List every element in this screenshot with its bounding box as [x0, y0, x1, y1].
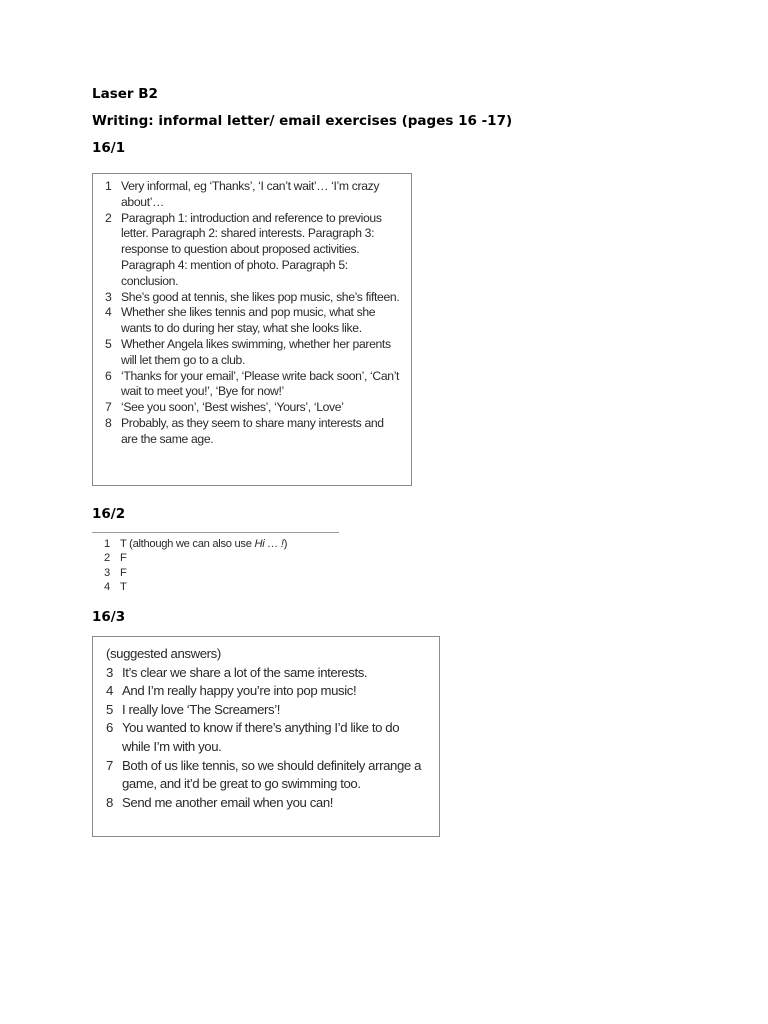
item-text-italic: Hi … !: [254, 538, 284, 550]
item-text: She’s good at tennis, she likes pop music, she’s fifteen.: [121, 289, 400, 304]
item-text: You wanted to know if there’s anything I’d like to do while I’m with you.: [122, 720, 400, 754]
item-number: 4: [106, 683, 113, 699]
item-text: Whether she likes tennis and pop music, what she wants to do during her stay, what she looks like.: [121, 305, 376, 336]
answer-item: [106, 664, 429, 683]
answer-item: [106, 701, 429, 720]
item-number: 3: [106, 664, 113, 680]
answer-box-16-1: [92, 173, 412, 486]
answer-item: [105, 179, 401, 211]
item-number: 5: [106, 701, 113, 717]
answer-item: [105, 290, 401, 306]
item-number: 2: [105, 210, 112, 225]
item-text: F: [120, 566, 127, 579]
answer-item: [106, 682, 429, 701]
item-number: 8: [106, 794, 113, 810]
section-heading-16-3: 16/3: [92, 609, 126, 625]
item-text: F: [120, 552, 127, 565]
answer-list-16-3: [106, 664, 429, 813]
item-number: 2: [104, 552, 110, 565]
document-subtitle: Writing: informal letter/ email exercises (pages 16 -17): [92, 113, 513, 129]
answer-item: [106, 794, 429, 813]
answer-item: [104, 537, 333, 551]
answer-list-16-1: [105, 179, 401, 448]
item-number: 6: [106, 720, 113, 736]
item-number: 3: [105, 289, 112, 304]
item-text: ‘Thanks for your email’, ‘Please write back soon’, ‘Can’t wait to meet you!’, ‘Bye for now!’: [121, 368, 400, 399]
answer-list-16-2: [104, 537, 333, 595]
answer-item: [104, 551, 333, 565]
item-number: 6: [105, 368, 112, 383]
answer-item: [104, 580, 333, 594]
item-text: It’s clear we share a lot of the same interests.: [122, 664, 368, 680]
item-number: 1: [104, 538, 110, 550]
answer-box-16-3: [92, 636, 440, 837]
answer-item: [104, 566, 333, 580]
document-title: Laser B2: [92, 86, 158, 102]
answer-item: [105, 211, 401, 290]
answer-item: [105, 337, 401, 369]
suggested-answers-note: (suggested answers): [106, 646, 221, 661]
item-text-part: T (although we can also use: [120, 538, 255, 550]
item-number: 4: [105, 305, 112, 320]
answer-item: [105, 400, 401, 416]
item-text: And I’m really happy you’re into pop music!: [122, 683, 357, 699]
item-number: 3: [104, 566, 110, 579]
answer-item: [105, 369, 401, 401]
answer-item: [105, 305, 401, 337]
item-number: 4: [104, 581, 110, 594]
item-text: [120, 537, 333, 551]
item-number: 8: [105, 415, 112, 430]
item-number: 5: [105, 336, 112, 351]
item-text: Very informal, eg ‘Thanks’, ‘I can’t wait’… ‘I’m crazy about’…: [121, 179, 380, 209]
item-text: Send me another email when you can!: [122, 794, 334, 810]
item-text: Paragraph 1: introduction and reference to previous letter. Paragraph 2: shared interests. Paragraph 3: response to question about proposed activities. Paragraph 4: mention of photo. Paragraph 5: conclusion.: [121, 210, 382, 288]
item-text: Probably, as they seem to share many interests and are the same age.: [121, 415, 384, 446]
section-heading-16-1: 16/1: [92, 140, 126, 156]
item-number: 7: [105, 400, 112, 415]
item-text: ‘See you soon’, ‘Best wishes’, ‘Yours’, ‘Love’: [121, 400, 344, 415]
answer-item: [106, 757, 429, 794]
answer-item: [106, 719, 429, 756]
answer-box-16-2: [92, 532, 339, 599]
item-text-part: ): [283, 538, 288, 550]
item-text: T: [120, 581, 127, 594]
item-text: I really love ‘The Screamers’!: [122, 701, 281, 717]
item-number: 7: [106, 757, 113, 773]
item-text: Whether Angela likes swimming, whether her parents will let them go to a club.: [121, 336, 391, 367]
item-text: Both of us like tennis, so we should definitely arrange a game, and it’d be great to go swimming too.: [122, 757, 422, 792]
answer-item: [105, 416, 401, 448]
item-number: 1: [105, 179, 112, 193]
section-heading-16-2: 16/2: [92, 506, 126, 522]
